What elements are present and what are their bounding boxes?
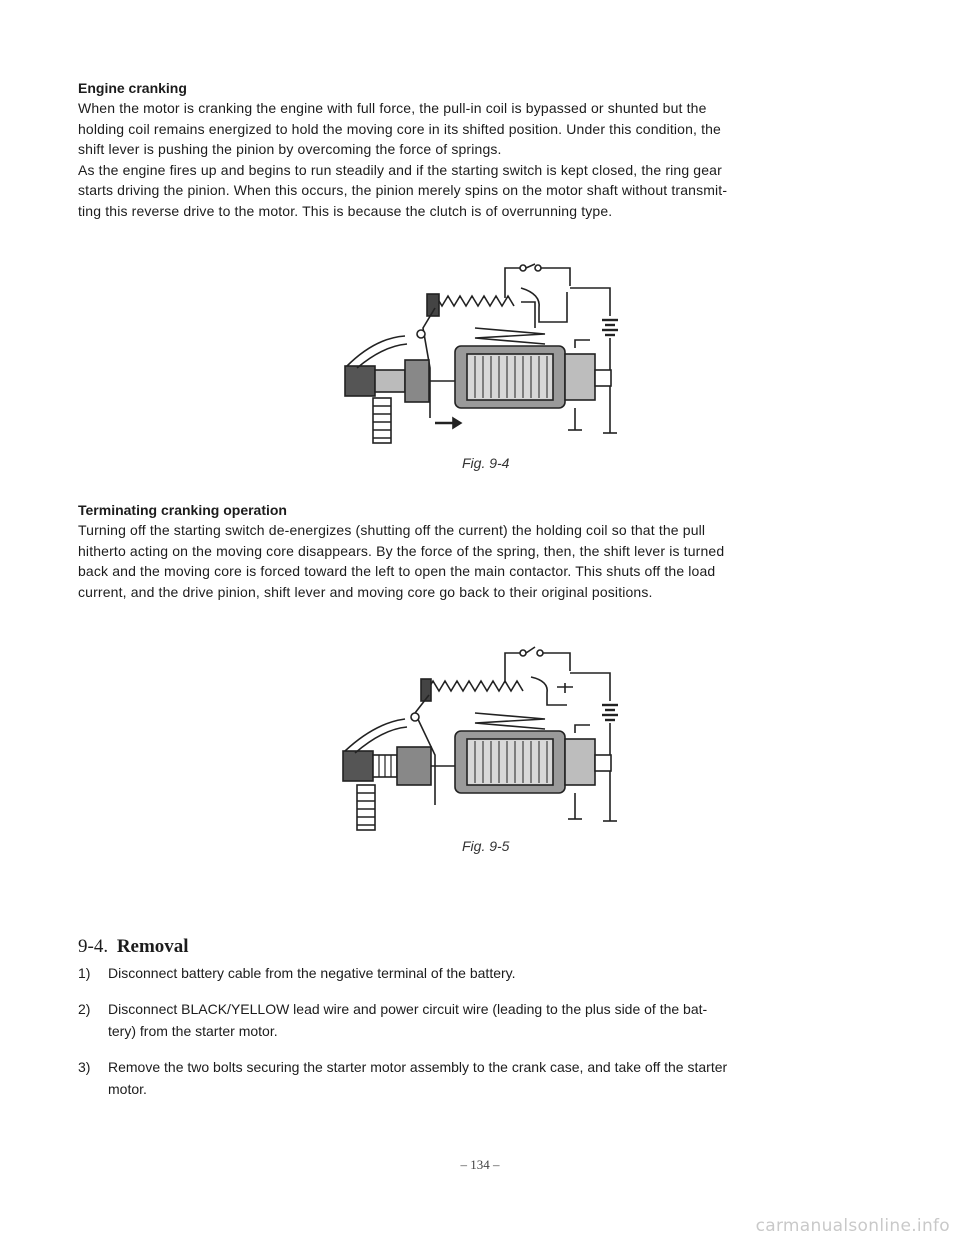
section-heading: Terminating cranking operation [78,502,287,518]
section-number: 9-4. [78,936,109,957]
page-number: – 134 – [460,1157,500,1172]
item-index: 3) [78,1059,91,1075]
text-line: shift lever is pushing the pinion by overcoming the force of springs. [78,141,502,157]
text-line: current, and the drive pinion, shift lever and moving core go back to their original positions. [78,583,653,600]
figure-caption: Fig. 9-4 [462,455,510,471]
item-index: 2) [78,1001,91,1017]
item-index: 1) [78,965,91,981]
text-line: back and the moving core is forced toward the left to open the main contactor. This shuts off the load [78,563,716,579]
section-heading: Engine cranking [78,80,187,96]
text-line: When the motor is cranking the engine with full force, the pull-in coil is bypassed or shunted but the [78,100,707,116]
text-line: starts driving the pinion. When this occurs, the pinion merely spins on the motor shaft without transmit- [78,182,728,198]
section-terminating-cranking [78,500,870,602]
text-line: tery) from the starter motor. [108,1023,278,1039]
text-line: Disconnect BLACK/YELLOW lead wire and power circuit wire (leading to the plus side of the bat- [108,1001,708,1017]
watermark-text: carmanualsonline.info [755,1216,950,1236]
figure-caption: Fig. 9-5 [462,838,510,854]
starter-motor-diagram-cranking [335,258,635,448]
section-engine-cranking [78,78,870,221]
removal-steps [78,962,878,1112]
text-line: motor. [108,1081,147,1097]
text-line: Turning off the starting switch de-energizes (shutting off the current) the holding coil so that the pull [78,522,706,538]
text-line: ting this reverse drive to the motor. This is because the clutch is of overrunning type. [78,202,613,219]
starter-motor-diagram-terminating [335,643,635,833]
text-line: Remove the two bolts securing the starter motor assembly to the crank case, and take off the starter [108,1059,728,1075]
section-title [78,936,189,958]
text-line: Disconnect battery cable from the negative terminal of the battery. [108,965,516,981]
paragraph [78,98,870,221]
text-line: hitherto acting on the moving core disappears. By the force of the spring, then, the shift lever is turned [78,542,725,559]
section-title-text: Removal [116,936,189,957]
paragraph [78,520,870,602]
text-line: holding coil remains energized to hold the moving core in its shifted position. Under this condition, the [78,120,721,137]
text-line: As the engine fires up and begins to run steadily and if the starting switch is kept closed, the ring gear [78,161,722,178]
